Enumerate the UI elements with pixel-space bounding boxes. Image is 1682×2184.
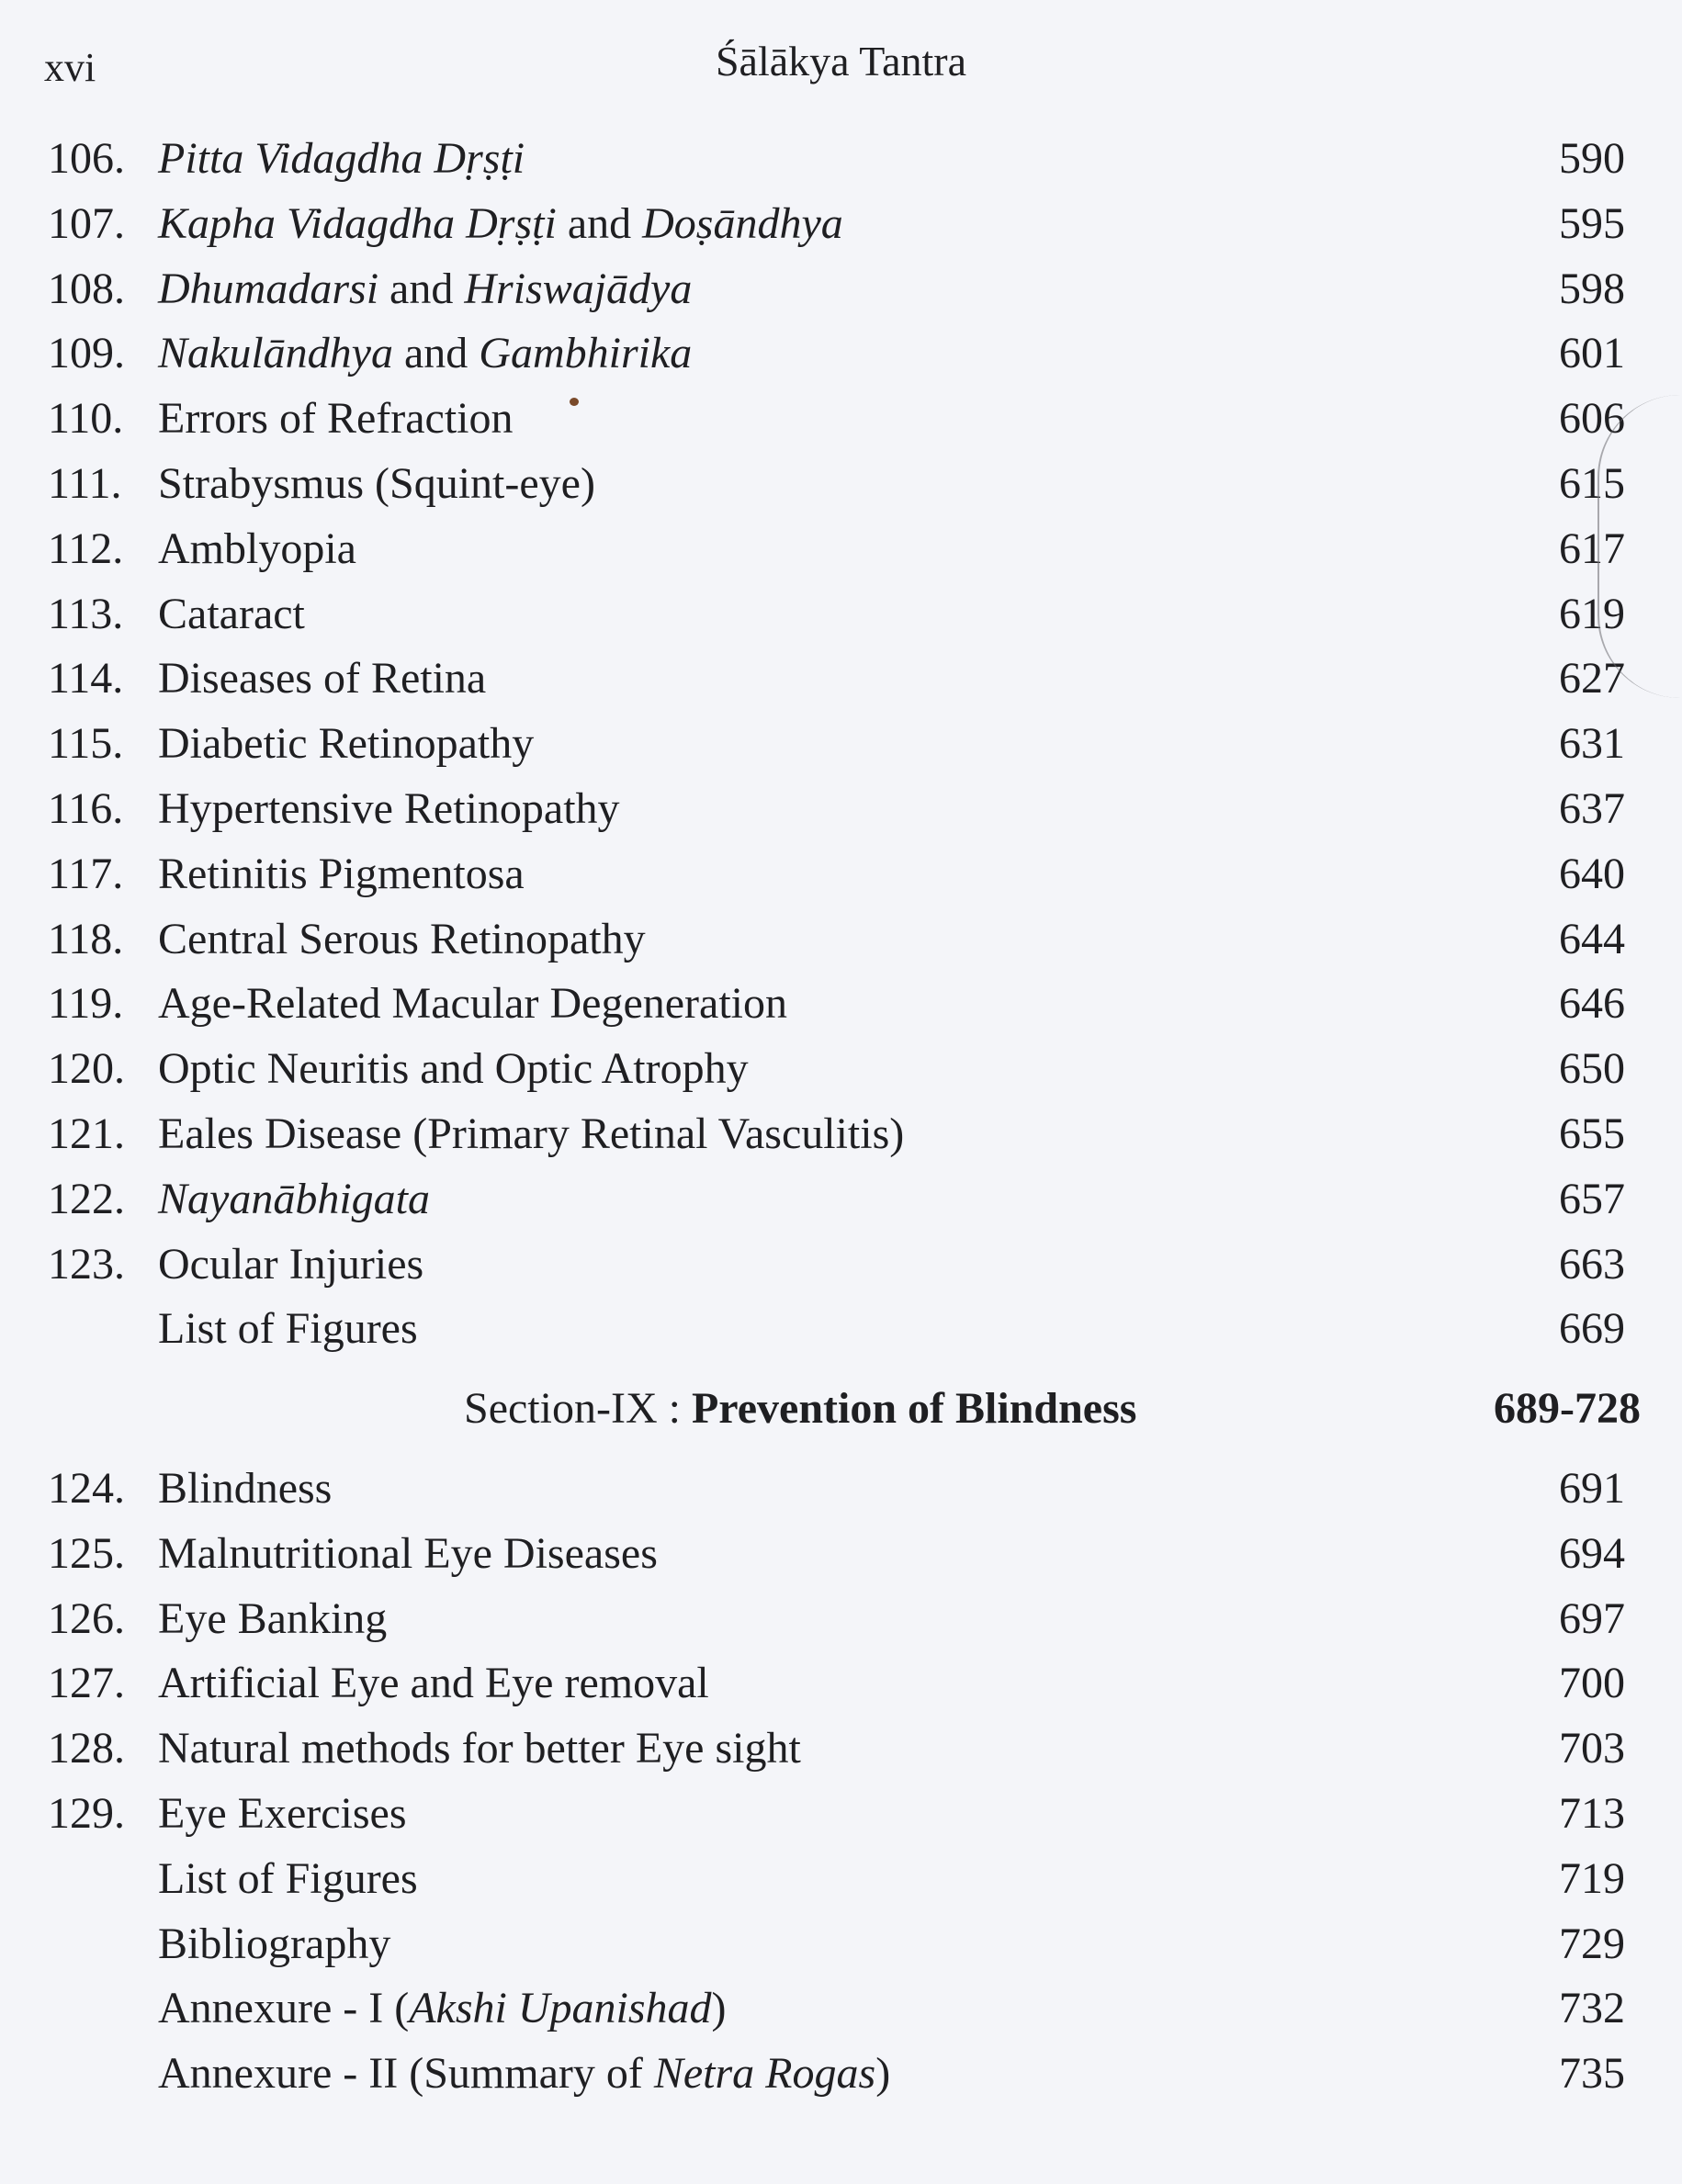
entry-title [158, 1458, 332, 1519]
entry-page-number: 703 [1559, 1724, 1625, 1773]
entry-number: 122. [48, 1174, 125, 1223]
entry-title-part: Blindness [158, 1464, 333, 1513]
entry-title [158, 454, 595, 514]
entry-title-italic-part: Gambhirika [479, 329, 693, 378]
entry-title-italic-part: Dhumadarsi [158, 264, 379, 313]
ink-speck [570, 398, 579, 406]
entry-title-part: ) [875, 2049, 891, 2099]
entry-title [158, 2043, 890, 2104]
entry-title [158, 648, 486, 709]
entry-title-part: Retinitis Pigmentosa [158, 849, 525, 898]
entry-number: 107. [48, 198, 125, 248]
entry-number: 109. [48, 329, 125, 378]
entry-title [158, 1589, 387, 1649]
entry-title-part: Annexure - II (Summary of [158, 2049, 654, 2099]
entry-number: 114. [48, 654, 124, 704]
entry-title [158, 259, 692, 320]
entry-title-italic-part: Netra Rogas [653, 2049, 876, 2099]
entry-page-number: 627 [1559, 654, 1625, 704]
entry-title [158, 584, 305, 645]
entry-title-italic-part: Pitta Vidagdha Dṛṣṭi [158, 134, 525, 183]
entry-title [158, 323, 692, 384]
entry-title [158, 388, 514, 449]
toc-entry [0, 1914, 1682, 1975]
entry-title-part: Hypertensive Retinopathy [158, 784, 620, 833]
entry-title-part: Eye Banking [158, 1593, 388, 1643]
entry-number: 117. [48, 849, 124, 898]
entry-title [158, 779, 620, 839]
entry-title [158, 1718, 801, 1779]
toc-entry [0, 779, 1682, 839]
entry-title [158, 1784, 407, 1844]
entry-page-number: 601 [1559, 329, 1625, 378]
toc-entry [0, 1978, 1682, 2039]
entry-title-part: Eales Disease (Primary Retinal Vasculitis) [158, 1109, 905, 1158]
section-title [464, 1379, 1136, 1439]
entry-title [158, 1524, 658, 1584]
toc-entry [0, 909, 1682, 970]
entry-title-part: Diabetic Retinopathy [158, 719, 535, 769]
toc-entry [0, 2043, 1682, 2104]
toc-entry [0, 1653, 1682, 1714]
entry-title [158, 1169, 430, 1230]
entry-title-part: and [392, 329, 480, 378]
toc-entry [0, 1104, 1682, 1165]
toc-entry [0, 1458, 1682, 1519]
toc-entry [0, 1718, 1682, 1779]
entry-page-number: 640 [1559, 849, 1625, 898]
entry-title-part: Malnutritional Eye Diseases [158, 1528, 658, 1578]
entry-page-number: 694 [1559, 1528, 1625, 1578]
entry-title-part: Optic Neuritis and Optic Atrophy [158, 1044, 749, 1094]
entry-page-number: 713 [1559, 1789, 1625, 1838]
entry-title-italic-part: Nakulāndhya [158, 329, 393, 378]
section-page-range: 689-728 [1494, 1384, 1641, 1434]
entry-number: 118. [48, 914, 124, 963]
entry-title-part: Diseases of Retina [158, 654, 487, 704]
entry-title-part: Cataract [158, 589, 305, 638]
toc-entry [0, 1039, 1682, 1099]
running-title: Śālākya Tantra [715, 38, 967, 84]
entry-number: 125. [48, 1528, 125, 1578]
entry-page-number: 732 [1559, 1984, 1625, 2033]
entry-title-part: List of Figures [158, 1853, 418, 1903]
entry-title [158, 1104, 904, 1165]
entry-title-part: Artificial Eye and Eye removal [158, 1659, 709, 1708]
entry-page-number: 697 [1559, 1593, 1625, 1643]
entry-number: 127. [48, 1659, 125, 1708]
entry-page-number: 719 [1559, 1853, 1625, 1903]
section-name: Prevention of Blindness [691, 1384, 1137, 1434]
scan-artifact-arc [1597, 395, 1682, 698]
toc-entry [0, 259, 1682, 320]
entry-page-number: 729 [1559, 1919, 1625, 1968]
toc-entry [0, 844, 1682, 905]
entry-page-number: 646 [1559, 979, 1625, 1029]
entry-page-number: 700 [1559, 1659, 1625, 1708]
entry-title [158, 1234, 423, 1295]
toc-entry [0, 194, 1682, 254]
entry-title [158, 129, 525, 189]
entry-page-number: 590 [1559, 134, 1625, 183]
entry-page-number: 735 [1559, 2049, 1625, 2099]
entry-number: 129. [48, 1789, 125, 1838]
entry-page-number: 598 [1559, 264, 1625, 313]
toc-entry [0, 323, 1682, 384]
entry-title-part: Strabysmus (Squint-eye) [158, 459, 595, 508]
toc-entry [0, 714, 1682, 774]
entry-title-italic-part: Nayanābhigata [158, 1174, 430, 1223]
entry-number: 116. [48, 784, 124, 833]
entry-number: 121. [48, 1109, 125, 1158]
entry-title-part: Central Serous Retinopathy [158, 914, 646, 963]
entry-title-part: Eye Exercises [158, 1789, 407, 1838]
entry-title [158, 1039, 749, 1099]
entry-title-part: and [378, 264, 465, 313]
entry-number: 128. [48, 1724, 125, 1773]
toc-entry [0, 1849, 1682, 1909]
toc-entry [0, 1299, 1682, 1359]
entry-page-number: 615 [1559, 459, 1625, 508]
entry-page-number: 619 [1559, 589, 1625, 638]
toc-entry [0, 1169, 1682, 1230]
entry-title-part: and [556, 198, 643, 248]
page-number: xvi [44, 45, 96, 90]
toc-entry [0, 584, 1682, 645]
entry-page-number: 691 [1559, 1464, 1625, 1513]
entry-page-number: 663 [1559, 1239, 1625, 1289]
entry-title-part: Natural methods for better Eye sight [158, 1724, 801, 1773]
entry-title-italic-part: Hriswajādya [464, 264, 693, 313]
entry-number: 124. [48, 1464, 125, 1513]
toc-entry [0, 648, 1682, 709]
entry-number: 110. [48, 394, 124, 444]
entry-title-part: Bibliography [158, 1919, 391, 1968]
entry-number: 113. [48, 589, 124, 638]
entry-title-italic-part: Doṣāndhya [642, 198, 843, 248]
entry-title [158, 1914, 390, 1975]
toc-entry [0, 974, 1682, 1034]
entry-title-part: Annexure - I ( [158, 1984, 410, 2033]
entry-title [158, 844, 525, 905]
entry-title [158, 714, 534, 774]
entry-page-number: 657 [1559, 1174, 1625, 1223]
entry-title [158, 194, 843, 254]
entry-page-number: 655 [1559, 1109, 1625, 1158]
toc-entry [0, 1784, 1682, 1844]
page-header [0, 37, 1682, 92]
entry-page-number: 669 [1559, 1304, 1625, 1354]
entry-title-italic-part: Akshi Upanishad [409, 1984, 712, 2033]
toc-entry [0, 1234, 1682, 1295]
toc-entry [0, 519, 1682, 580]
entry-title [158, 974, 787, 1034]
toc-entry [0, 454, 1682, 514]
entry-title-italic-part: Kapha Vidagdha Dṛṣṭi [158, 198, 557, 248]
toc-entry [0, 1589, 1682, 1649]
entry-page-number: 637 [1559, 784, 1625, 833]
entry-number: 108. [48, 264, 125, 313]
entry-title-part: Age-Related Macular Degeneration [158, 979, 788, 1029]
entry-number: 120. [48, 1044, 125, 1094]
toc-entry [0, 388, 1682, 449]
entry-number: 119. [48, 979, 124, 1029]
entry-page-number: 595 [1559, 198, 1625, 248]
entry-page-number: 650 [1559, 1044, 1625, 1094]
entry-page-number: 606 [1559, 394, 1625, 444]
entry-page-number: 644 [1559, 914, 1625, 963]
entry-title-part: Amblyopia [158, 523, 356, 573]
entry-title [158, 1978, 727, 2039]
toc-entry [0, 1524, 1682, 1584]
entry-title [158, 1849, 418, 1909]
entry-page-number: 617 [1559, 523, 1625, 573]
entry-title-part: Ocular Injuries [158, 1239, 424, 1289]
entry-title-part: Errors of Refraction [158, 394, 514, 444]
entry-title [158, 519, 356, 580]
entry-number: 123. [48, 1239, 125, 1289]
entry-title-part: List of Figures [158, 1304, 418, 1354]
section-heading [0, 1379, 1682, 1439]
toc-entry [0, 129, 1682, 189]
entry-number: 111. [48, 459, 122, 508]
entry-title-part: ) [711, 1984, 727, 2033]
entry-number: 112. [48, 523, 124, 573]
entry-title [158, 909, 646, 970]
entry-number: 106. [48, 134, 125, 183]
entry-title [158, 1653, 709, 1714]
entry-number: 115. [48, 719, 124, 769]
entry-title [158, 1299, 418, 1359]
section-prefix: Section-IX : [464, 1384, 692, 1434]
entry-page-number: 631 [1559, 719, 1625, 769]
entry-number: 126. [48, 1593, 125, 1643]
